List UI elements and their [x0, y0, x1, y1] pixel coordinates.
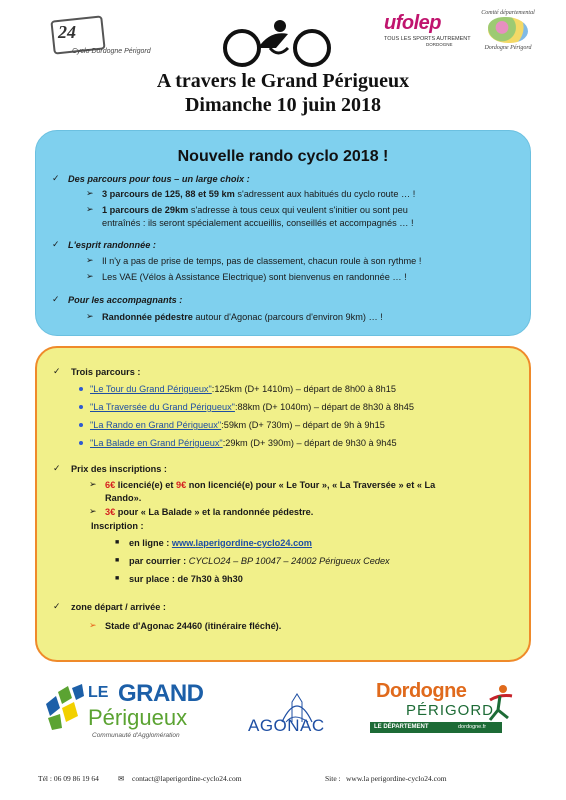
- checkmark-icon: ✓: [53, 601, 61, 611]
- ufolep-logo-word: ufolep: [384, 12, 441, 34]
- checkmark-icon: ✓: [53, 463, 61, 473]
- presentation-box: [35, 130, 531, 336]
- parcours-link[interactable]: "La Rando en Grand Périgueux": [90, 420, 222, 430]
- cyclo24-logo-number: 24: [58, 22, 76, 42]
- departement-label: LE DÉPARTEMENT: [374, 724, 429, 730]
- footer-email-icon: ✉: [118, 774, 125, 783]
- bullet-icon: [79, 405, 83, 409]
- parcours-item: "La Rando en Grand Périgueux":59km (D+ 730m) – départ de 9h à 9h15: [90, 420, 385, 430]
- parcours-item: "Le Tour du Grand Périgueux":125km (D+ 1410m) – départ de 8h00 à 8h15: [90, 384, 396, 394]
- parcours-link[interactable]: "La Balade en Grand Périgueux": [90, 438, 223, 448]
- list-item-continued: entraînés : ils seront spécialement accueillis, conseillés et accompagnés … !: [102, 218, 414, 228]
- ufolep-tagline: TOUS LES SPORTS AUTREMENT: [384, 36, 471, 42]
- list-item: Les VAE (Vélos à Assistance Electrique) sont bienvenus en randonnée … !: [102, 272, 407, 282]
- parcours-link[interactable]: "La Traversée du Grand Périgueux": [90, 402, 235, 412]
- arrow-bullet-icon: ➢: [86, 311, 94, 321]
- inscription-en-ligne: en ligne : www.laperigordine-cyclo24.com: [129, 538, 312, 548]
- details-box: [35, 346, 531, 662]
- grand-perigueux-grand: GRAND: [118, 680, 204, 707]
- departement-website: dordogne.fr: [458, 724, 487, 730]
- section-title: Pour les accompagnants :: [68, 295, 183, 305]
- list-item: 3 parcours de 125, 88 et 59 km s'adressent aux habitués du cyclo route … !: [102, 189, 416, 199]
- arrow-bullet-icon: ➢: [86, 204, 94, 214]
- perigord-wordmark: PÉRIGORD: [406, 702, 495, 719]
- dordogne-map-icon: [488, 17, 528, 43]
- cyclist-icon: [218, 18, 336, 68]
- page-date: Dimanche 10 juin 2018: [184, 94, 382, 116]
- arrow-bullet-icon: ➢: [89, 479, 97, 489]
- checkmark-icon: ✓: [53, 366, 61, 376]
- square-bullet-icon: ■: [115, 539, 120, 546]
- comite-departemental-logo: [476, 10, 540, 62]
- cyclo24-logo-text: Cyclo Dordogne Périgord: [72, 48, 151, 55]
- comite-logo-top-text: Comité départemental: [481, 10, 535, 16]
- dordogne-perigord-logo: [370, 680, 520, 742]
- arrow-bullet-icon: ➢: [89, 620, 97, 630]
- prix-line: 6€ licencié(e) et 9€ non licencié(e) pour « Le Tour », « La Traversée » et « La: [105, 480, 436, 490]
- list-item: Randonnée pédestre autour d'Agonac (parcours d'environ 9km) … !: [102, 312, 383, 322]
- prix-line: 3€ pour « La Balade » et la randonnée pédestre.: [105, 507, 314, 517]
- bullet-icon: [79, 387, 83, 391]
- checkmark-icon: ✓: [52, 173, 60, 183]
- bullet-icon: [79, 441, 83, 445]
- square-bullet-icon: ■: [115, 575, 120, 582]
- inscription-title: Inscription :: [91, 521, 144, 531]
- footer-site-label: Site :: [325, 774, 341, 783]
- bullet-icon: [79, 423, 83, 427]
- square-bullet-icon: ■: [115, 557, 120, 564]
- list-item: 1 parcours de 29km s'adresse à tous ceux qui veulent s'initier ou sont peu: [102, 205, 408, 215]
- page-title: A travers le Grand Périgueux: [156, 70, 410, 92]
- section-title: Des parcours pour tous – un large choix :: [68, 174, 250, 184]
- arrow-bullet-icon: ➢: [86, 188, 94, 198]
- ufolep-dept: DORDOGNE: [426, 42, 453, 47]
- arrow-bullet-icon: ➢: [86, 271, 94, 281]
- zone-title: zone départ / arrivée :: [71, 602, 166, 612]
- section-title: L'esprit randonnée :: [68, 240, 156, 250]
- prix-title: Prix des inscriptions :: [71, 464, 167, 474]
- footer-email[interactable]: contact@laperigordine-cyclo24.com: [132, 774, 242, 783]
- parcours-item: "La Traversée du Grand Périgueux":88km (D+ 1040m) – départ de 8h30 à 8h45: [90, 402, 414, 412]
- grand-perigueux-logo: [42, 678, 222, 746]
- dordogne-wordmark: Dordogne: [376, 680, 467, 702]
- ufolep-logo: [384, 12, 474, 54]
- arrow-bullet-icon: ➢: [89, 506, 97, 516]
- presentation-heading: Nouvelle rando cyclo 2018 !: [177, 148, 389, 165]
- footer-site-link[interactable]: www.la perigordine-cyclo24.com: [346, 774, 447, 783]
- parcours-link[interactable]: "Le Tour du Grand Périgueux": [90, 384, 212, 394]
- zone-value: Stade d'Agonac 24460 (itinéraire fléché).: [105, 621, 282, 631]
- running-figure-icon: [486, 684, 514, 722]
- agonac-logo: [246, 688, 346, 748]
- inscription-courrier: par courrier : CYCLO24 – BP 10047 – 24002 Périgueux Cedex: [129, 556, 390, 566]
- grand-perigueux-le: LE: [88, 684, 109, 701]
- arrow-bullet-icon: ➢: [86, 255, 94, 265]
- website-link[interactable]: www.laperigordine-cyclo24.com: [171, 538, 312, 548]
- list-item: Il n'y a pas de prise de temps, pas de classement, chacun roule à son rythme !: [102, 256, 422, 266]
- parcours-item: "La Balade en Grand Périgueux":29km (D+ 390m) – départ de 9h30 à 9h45: [90, 438, 397, 448]
- cyclo24-logo: [40, 14, 150, 62]
- footer-phone: Tél : 06 09 86 19 64: [38, 774, 99, 783]
- grand-perigueux-mark-icon: [42, 682, 86, 732]
- checkmark-icon: ✓: [52, 294, 60, 304]
- agonac-wordmark: AGONAC: [248, 716, 325, 735]
- prix-line-continued: Rando».: [105, 493, 142, 503]
- grand-perigueux-communaute: Communauté d'Agglomération: [92, 732, 180, 739]
- checkmark-icon: ✓: [52, 239, 60, 249]
- comite-logo-bottom-text: Dordogne Périgord: [484, 45, 532, 51]
- parcours-title: Trois parcours :: [71, 367, 141, 377]
- inscription-sur-place: sur place : de 7h30 à 9h30: [129, 574, 243, 584]
- grand-perigueux-perigueux: Périgueux: [88, 705, 188, 730]
